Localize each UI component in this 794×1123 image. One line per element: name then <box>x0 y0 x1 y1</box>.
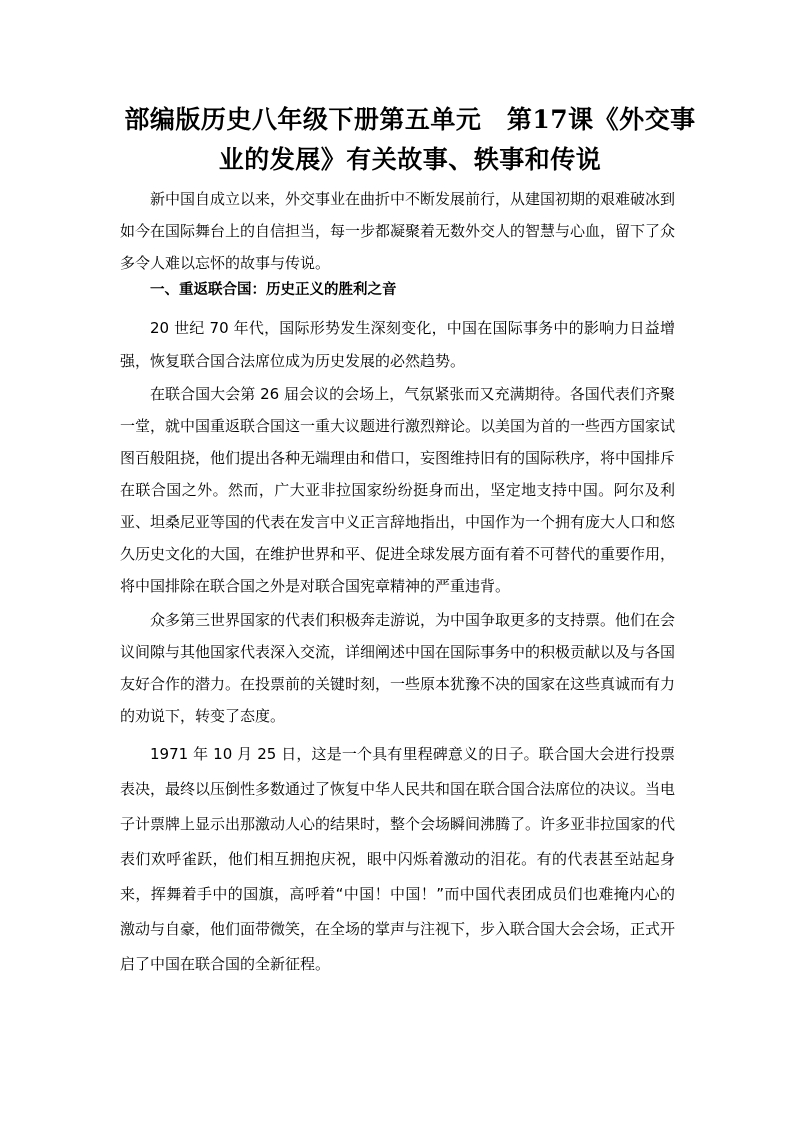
body-paragraph: 1971 年 10 月 25 日，这是一个具有里程碑意义的日子。联合国大会进行投票表决，最终以压倒性多数通过了恢复中华人民共和国在联合国合法席位的决议。当电子计票牌上显示出那激动人心的结果时，整个会场瞬间沸腾了。许多亚非拉国家的代表们欢呼雀跃，他们相互拥抱庆祝，眼中闪烁着激动的泪花。有的代表甚至站起身来，挥舞着手中的国旗，高呼着“中国！中国！”而中国代表团成员们也难掩内心的激动与自豪，他们面带微笑，在全场的掌声与注视下，步入联合国大会会场，正式开启了中国在联合国的全新征程。 <box>120 745 676 973</box>
body-paragraph: 在联合国大会第 26 届会议的会场上，气氛紧张而又充满期待。各国代表们齐聚一堂，就中国重返联合国这一重大议题进行激烈辩论。以美国为首的一些西方国家试图百般阻挠，他们提出各种无端理由和借口，妄图维持旧有的国际秩序，将中国排斥在联合国之外。然而，广大亚非拉国家纷纷挺身而出，坚定地支持中国。阿尔及利亚、坦桑尼亚等国的代表在发言中义正言辞地指出，中国作为一个拥有庞大人口和悠久历史文化的大国，在维护世界和平、促进全球发展方面有着不可替代的重要作用，将中国排除在联合国之外是对联合国宪章精神的严重违背。 <box>120 385 676 595</box>
page-title: 部编版历史八年级下册第五单元 第17课《外交事业的发展》有关故事、轶事和传说 <box>124 105 696 174</box>
body-paragraph: 众多第三世界国家的代表们积极奔走游说，为中国争取更多的支持票。他们在会议间隙与其他国家代表深入交流，详细阐述中国在国际事务中的积极贡献以及与各国友好合作的潜力。在投票前的关键时刻，一些原本犹豫不决的国家在这些真诚而有力的劝说下，转变了态度。 <box>120 611 676 725</box>
body-paragraph: 20 世纪 70 年代，国际形势发生深刻变化，中国在国际事务中的影响力日益增强，恢复联合国合法席位成为历史发展的必然趋势。 <box>120 319 675 370</box>
intro-paragraph: 新中国自成立以来，外交事业在曲折中不断发展前行，从建国初期的艰难破冰到如今在国际舞台上的自信担当，每一步都凝聚着无数外交人的智慧与心血，留下了众多令人难以忘怀的故事与传说。 <box>120 190 676 272</box>
section-heading: 一、重返联合国：历史正义的胜利之音 <box>150 282 397 298</box>
